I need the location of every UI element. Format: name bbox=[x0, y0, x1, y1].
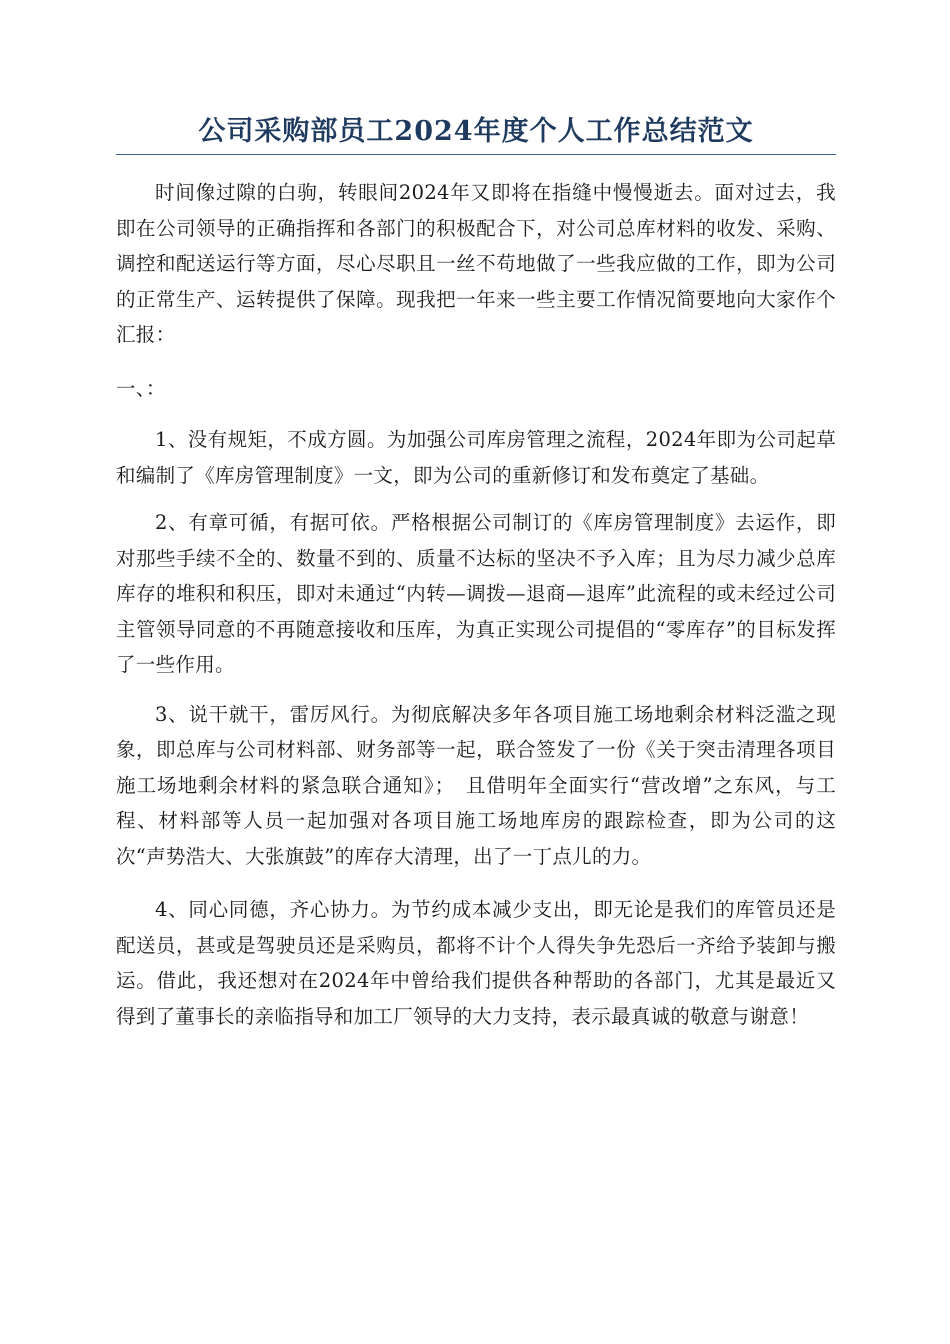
list-item-4: 4、同心同德，齐心协力。为节约成本减少支出，即无论是我们的库管员还是配送员，甚或是驾驶员还是采购员，都将不计个人得失争先恐后一齐给予装卸与搬运。借此，我还想对在2024年中曾给我们提供各种帮助的各部门，尤其是最近又得到了董事长的亲临指导和加工厂领导的大力支持，表示最真诚的敬意与谢意！ bbox=[116, 898, 836, 1028]
document-body bbox=[116, 175, 836, 1034]
document-page bbox=[116, 112, 836, 1052]
section-heading: 一、： bbox=[116, 376, 166, 400]
intro-paragraph: 时间像过隙的白驹，转眼间2024年又即将在指缝中慢慢逝去。面对过去，我即在公司领导的正确指挥和各部门的积极配合下，对公司总库材料的收发、采购、调控和配送运行等方面，尽心尽职且一丝不苟地做了一些我应做的工作，即为公司的正常生产、运转提供了保障。现我把一年来一些主要工作情况简要地向大家作个汇报： bbox=[116, 181, 836, 346]
list-item-1: 1、没有规矩，不成方圆。为加强公司库房管理之流程，2024年即为公司起草和编制了《库房管理制度》一文，即为公司的重新修订和发布奠定了基础。 bbox=[116, 428, 836, 487]
list-item-2: 2、有章可循，有据可依。严格根据公司制订的《库房管理制度》去运作，即对那些手续不全的、数量不到的、质量不达标的坚决不予入库；且为尽力减少总库库存的堆积和积压，即对未通过“内转—调拨—退商—退库”此流程的或未经过公司主管领导同意的不再随意接收和压库，为真正实现公司提倡的“零库存”的目标发挥了一些作用。 bbox=[116, 511, 836, 676]
document-title: 公司采购部员工2024年度个人工作总结范文 bbox=[116, 112, 836, 155]
list-item-3: 3、说干就干，雷厉风行。为彻底解决多年各项目施工场地剩余材料泛滥之现象，即总库与公司材料部、财务部等一起，联合签发了一份《关于突击清理各项目施工场地剩余材料的紧急联合通知》； 且借明年全面实行“营改增”之东风，与工程、材料部等人员一起加强对各项目施工场地库房的跟踪检查，即为公司的这次“声势浩大、大张旗鼓”的库存大清理，出了一丁点儿的力。 bbox=[116, 702, 836, 868]
